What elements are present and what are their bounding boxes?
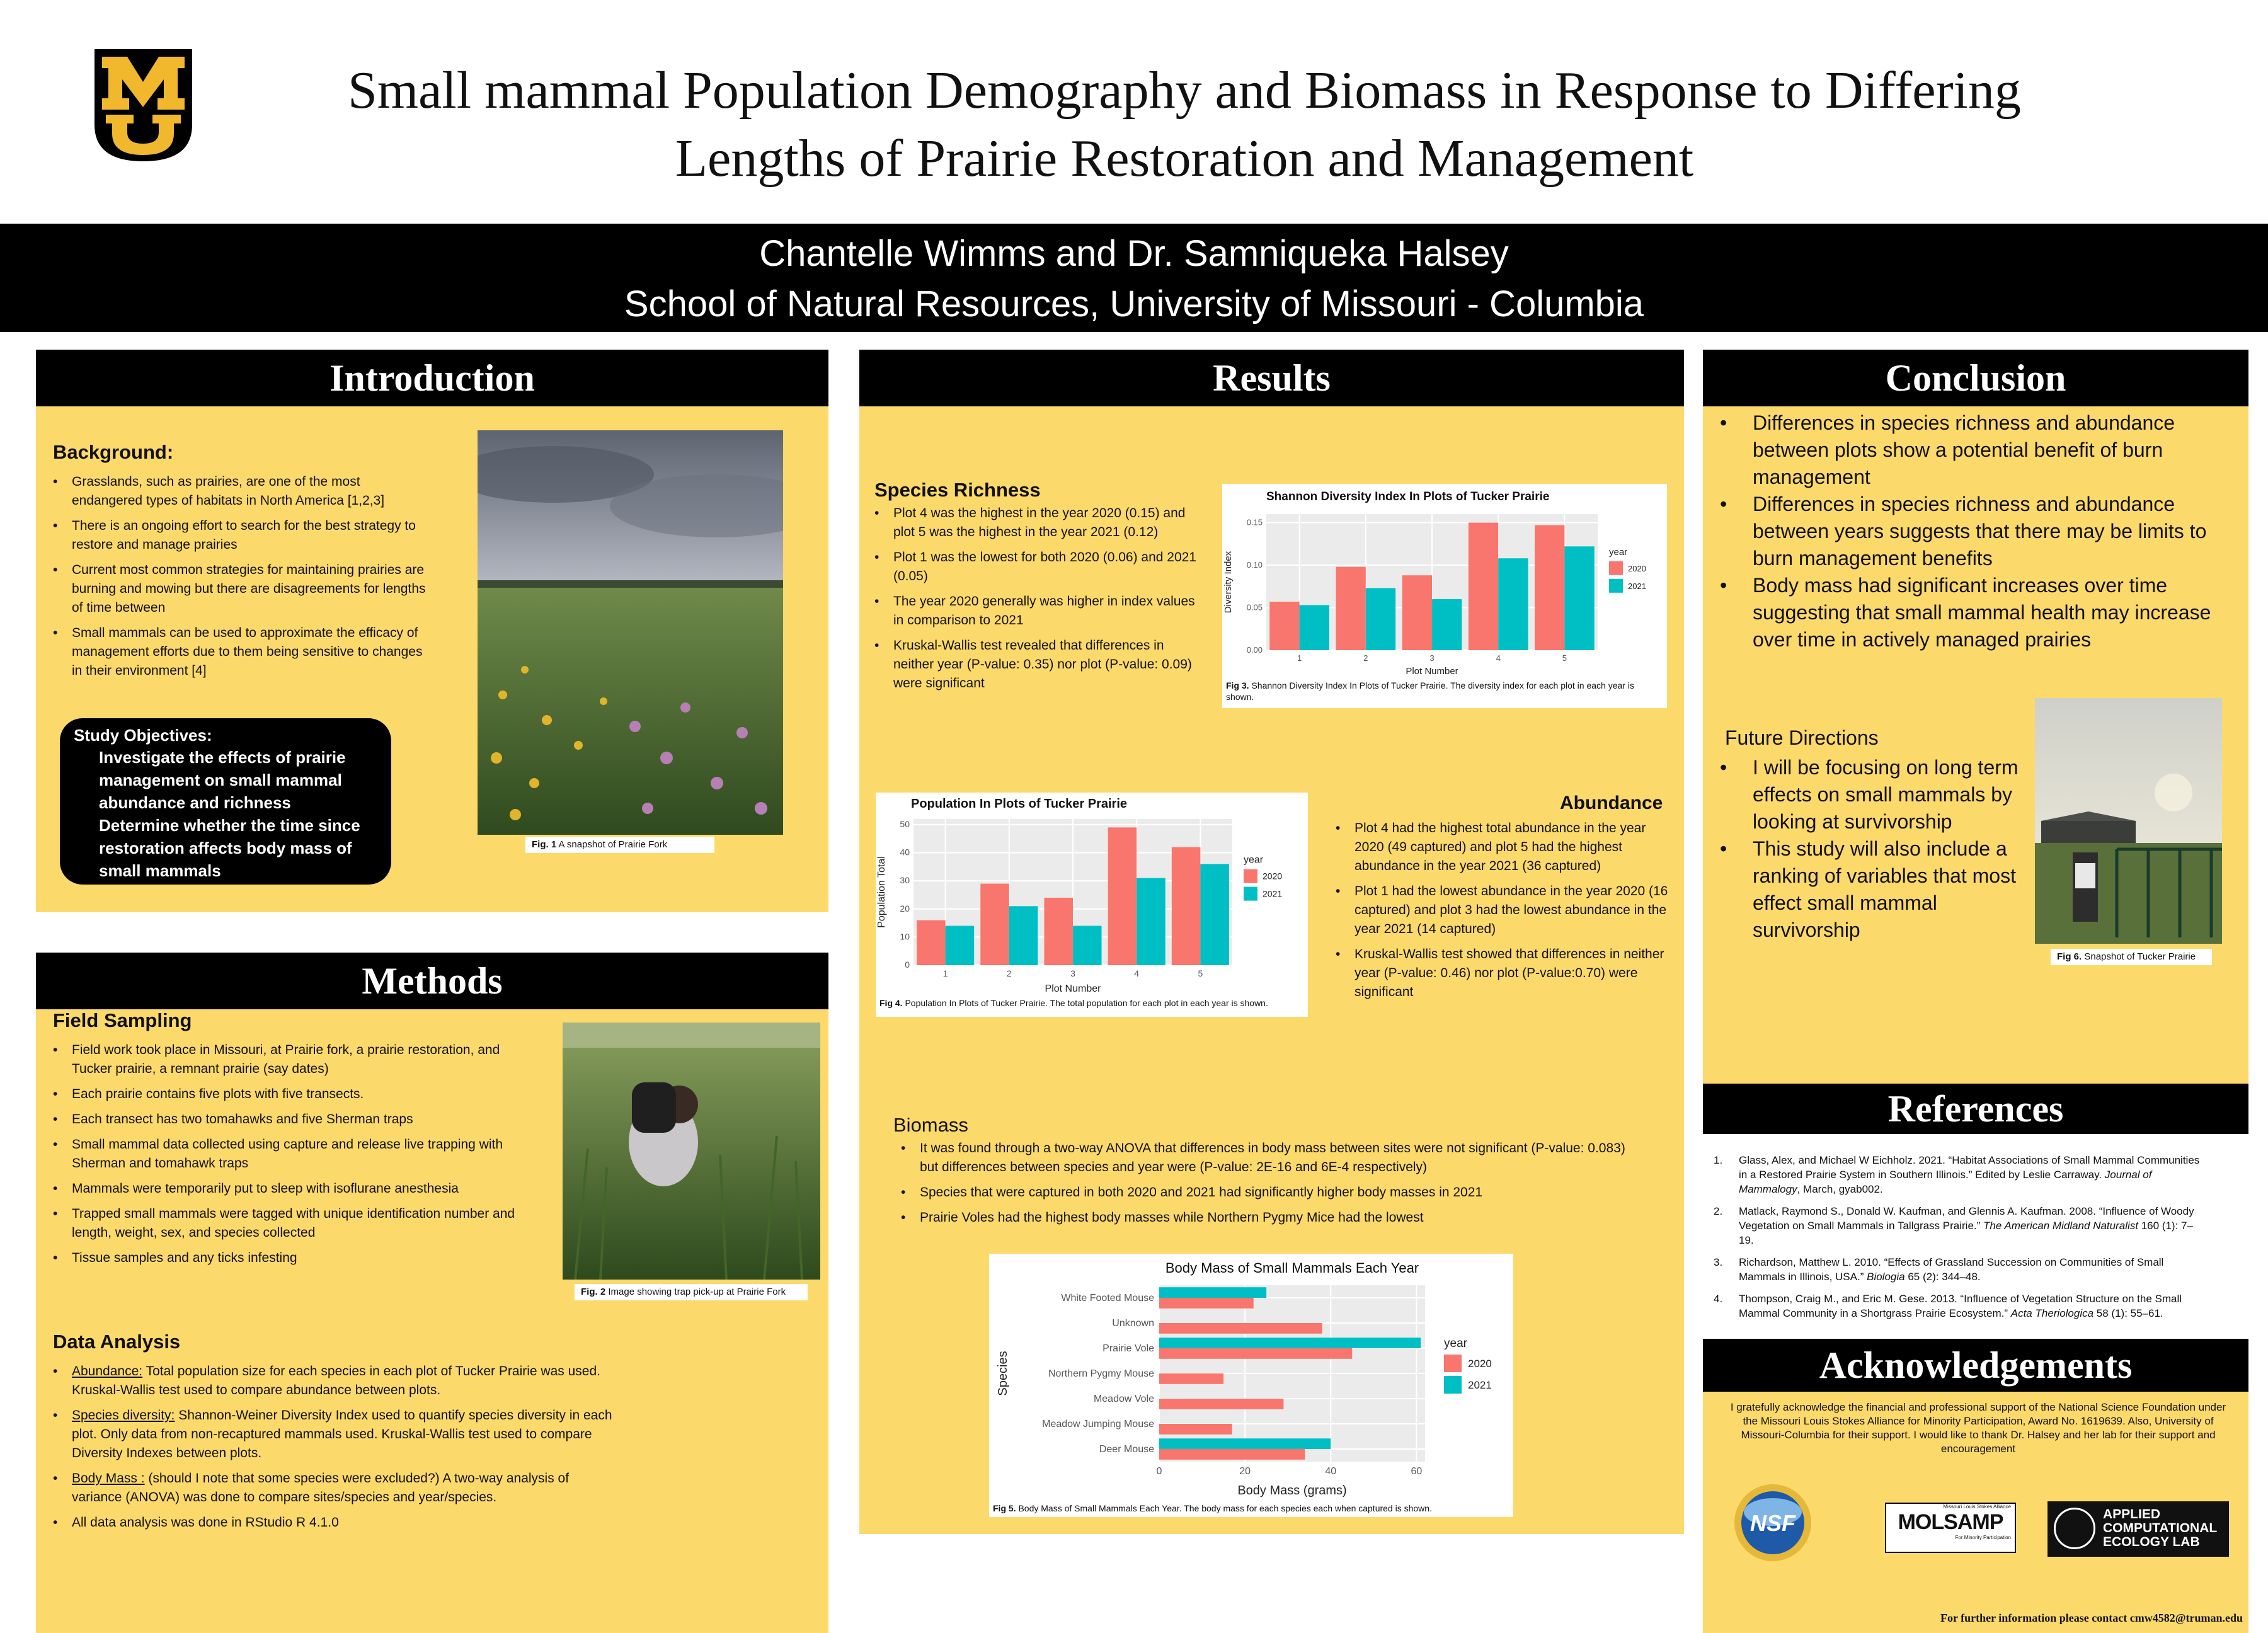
data-analysis-title: Data Analysis	[53, 1331, 181, 1353]
future-bullet: • This study will also include a ranking of variables that most effect small mammal survivorship	[1720, 835, 2035, 944]
molsamp-sub: For Minority Participation	[1955, 1535, 2011, 1540]
x-tick-label: 4	[1496, 653, 1501, 663]
x-axis-label: Plot Number	[1045, 983, 1101, 994]
bar-2021-plot-4	[1137, 878, 1166, 965]
abundance-bullet: • Plot 4 had the highest total abundance in the year 2020 (49 captured) and plot 5 had the highest abundance in the year 2021 (36 captured)	[1336, 819, 1676, 876]
future-bullets	[1720, 754, 2035, 944]
diversity-chart	[1222, 484, 1667, 677]
fig5-caption	[989, 1503, 1513, 1514]
field-bullet: • Small mammal data collected using capture and release live trapping with Sherman and tomahawk traps	[53, 1135, 519, 1173]
fig1-caption	[525, 837, 714, 853]
tucker-prairie-photo	[2035, 698, 2222, 944]
y-tick-label: 10	[900, 931, 910, 942]
bar-2020-plot-4	[1469, 523, 1498, 651]
molsamp-top: Missouri Louis Stokes Alliance	[1943, 1504, 2011, 1510]
x-tick-label: 60	[1411, 1466, 1423, 1477]
x-tick-label: 1	[942, 968, 948, 978]
fig4-label: Fig 4.	[879, 998, 903, 1008]
acel-line: COMPUTATIONAL	[2103, 1521, 2218, 1535]
richness-bullet: • The year 2020 generally was higher in index values in comparison to 2021	[874, 592, 1202, 630]
background-bullets	[53, 473, 431, 687]
future-directions-title: Future Directions	[1725, 726, 1879, 749]
bar-2021-plot-4	[1498, 558, 1528, 650]
y-tick-label: Prairie Vole	[1102, 1343, 1154, 1354]
fig1-label: Fig. 1	[532, 839, 557, 850]
y-axis-label: Species	[996, 1351, 1010, 1396]
reference-item	[1714, 1153, 2205, 1196]
reference-journal: The American Midland Naturalist	[1983, 1220, 2138, 1232]
bar-2020-meadow-jumping-mouse	[1159, 1424, 1232, 1435]
abundance-bullet: • Kruskal-Wallis test showed that differences in neither year (P-value: 0.46) nor plot (P-value:0.70) were significant	[1336, 945, 1676, 1002]
biomass-bullets	[901, 1139, 1625, 1234]
bar-2020-meadow-vole	[1159, 1399, 1283, 1409]
biomass-bullet: • Prairie Voles had the highest body masses while Northern Pygmy Mice had the lowest	[901, 1208, 1625, 1227]
bar-2021-plot-5	[1564, 546, 1594, 650]
bar-2020-prairie-vole	[1159, 1348, 1352, 1359]
trap-pickup-photo	[563, 1023, 820, 1280]
fig5-label: Fig 5.	[993, 1503, 1016, 1513]
x-tick-label: 40	[1325, 1466, 1337, 1477]
x-tick-label: 20	[1239, 1466, 1251, 1477]
fig3-caption	[1222, 680, 1667, 702]
legend-title: year	[1244, 854, 1264, 866]
chart-title: Body Mass of Small Mammals Each Year	[1165, 1260, 1419, 1276]
fig4-caption	[876, 997, 1308, 1009]
richness-bullet: • Plot 4 was the highest in the year 2020 (0.15) and plot 5 was the highest in the year 2021 (0.12)	[874, 504, 1202, 542]
biomass-bullet: • It was found through a two-way ANOVA that differences in body mass between sites were not significant (P-value: 0.083) but differences between species and year were (P-value: 2E-16 and 6E-4 respectively)	[901, 1139, 1625, 1177]
contact-info: For further information please contact cmw4582@truman.edu	[1940, 1612, 2243, 1624]
analysis-item	[53, 1362, 620, 1400]
fig2-caption-text: Image showing trap pick-up at Prairie Fork	[608, 1286, 786, 1297]
references-list	[1714, 1153, 2205, 1328]
bar-2021-deer-mouse	[1159, 1438, 1331, 1449]
chart-title: Population In Plots of Tucker Prairie	[911, 797, 1128, 811]
legend-swatch-2020	[1444, 1355, 1462, 1372]
background-bullet: • Current most common strategies for maintaining prairies are burning and mowing but there are disagreements for lengths of time between	[53, 561, 431, 617]
y-tick-label: 0.10	[1246, 560, 1263, 570]
y-tick-label: 0.15	[1246, 517, 1263, 527]
y-axis-label: Population Total	[876, 856, 887, 928]
fig2-label: Fig. 2	[581, 1286, 606, 1297]
y-tick-label: 50	[900, 818, 910, 829]
reference-text: Thompson, Craig M., and Eric M. Gese. 2013. “Influence of Vegetation Structure on the Small Mammal Community in a Shortgrass Prairie Ecosystem.”	[1739, 1293, 2182, 1319]
study-objectives-box	[60, 718, 391, 885]
conclusion-bullet: • Differences in species richness and abundance between years suggests that there may be limits to burn management benefits	[1720, 491, 2224, 572]
title-line-2: Lengths of Prairie Restoration and Management	[675, 129, 1694, 188]
background-bullet: • There is an ongoing effort to search for the best strategy to restore and manage prairies	[53, 517, 431, 554]
bar-2021-plot-1	[1300, 605, 1329, 650]
conclusion-bullet: • Body mass had significant increases over time suggesting that small mammal health may increase over time in actively managed prairies	[1720, 572, 2224, 653]
bar-2020-plot-2	[1336, 567, 1365, 650]
abundance-title: Abundance	[1560, 793, 1663, 813]
bar-2021-plot-1	[946, 926, 975, 965]
field-bullet: • Each transect has two tomahawks and five Sherman traps	[53, 1110, 519, 1129]
reference-item	[1714, 1255, 2205, 1284]
fig6-label: Fig 6.	[2057, 951, 2082, 962]
background-title: Background:	[53, 441, 174, 463]
acel-line: APPLIED	[2103, 1507, 2161, 1521]
nsf-logo	[1734, 1484, 1812, 1562]
species-richness-title: Species Richness	[874, 479, 1041, 501]
reference-number: 4.	[1714, 1293, 1723, 1305]
reference-journal: Biologia	[1867, 1271, 1905, 1283]
author-band	[0, 224, 2268, 332]
reference-tail: , March, gyab002.	[1797, 1183, 1883, 1195]
abundance-bullet: • Plot 1 had the lowest abundance in the year 2020 (16 captured) and plot 3 had the lowest abundance in the year 2021 (14 captured)	[1336, 882, 1676, 939]
bar-2020-plot-5	[1172, 847, 1201, 965]
acel-seal-icon	[2054, 1508, 2095, 1549]
x-tick-label: 4	[1134, 968, 1140, 978]
field-sampling-title: Field Sampling	[53, 1009, 192, 1031]
legend-label: 2020	[1263, 871, 1283, 881]
reference-text: Matlack, Raymond S., Donald W. Kaufman, and Glennis A. Kaufman. 2008. “Influence of Woody Vegetation on Small Mammals in Tallgrass Prairie.”	[1739, 1205, 2194, 1232]
x-tick-label: 3	[1429, 653, 1435, 663]
bar-2020-plot-2	[980, 884, 1009, 965]
y-tick-label: Northern Pygmy Mouse	[1048, 1368, 1154, 1379]
bar-2021-plot-3	[1432, 599, 1462, 650]
molsamp-logo	[1885, 1503, 2016, 1553]
field-bullet: • Each prairie contains five plots with five transects.	[53, 1085, 519, 1104]
acel-text	[2103, 1508, 2217, 1549]
analysis-item	[53, 1513, 620, 1532]
analysis-text: Shannon-Weiner Diversity Index used to quantify species diversity in each plot. Only data from non-recaptured mammals used. Kruskal-Wallis test used to compare Diversity Indexes between plots.	[72, 1408, 612, 1460]
legend-swatch-2020	[1244, 869, 1257, 883]
analysis-item	[53, 1406, 620, 1463]
reference-item	[1714, 1292, 2205, 1321]
objective-item: Investigate the effects of prairie management on small mammal abundance and richness	[99, 748, 346, 812]
fig5-caption-text: Body Mass of Small Mammals Each Year. The body mass for each species each when captured is shown.	[1018, 1503, 1432, 1513]
authors: Chantelle Wimms and Dr. Samniqueka Halsey	[759, 233, 1509, 274]
prairie-fork-photo	[478, 430, 783, 835]
field-sampling-bullets	[53, 1041, 519, 1274]
bar-2020-plot-4	[1108, 827, 1137, 965]
bar-2020-plot-1	[1269, 602, 1299, 650]
bar-2020-plot-5	[1535, 525, 1564, 650]
bar-2021-prairie-vole	[1159, 1338, 1421, 1348]
conclusion-bullet: • Differences in species richness and abundance between plots show a potential benefit of burn management	[1720, 410, 2224, 491]
legend-swatch-2021	[1444, 1376, 1462, 1394]
y-tick-label: 30	[900, 875, 910, 886]
bar-2021-plot-5	[1200, 864, 1229, 965]
analysis-term: Abundance:	[72, 1364, 143, 1378]
legend-swatch-2021	[1609, 579, 1623, 593]
analysis-term: Body Mass :	[72, 1471, 145, 1486]
fig3-caption-text: Shannon Diversity Index In Plots of Tucker Prairie. The diversity index for each plot in each year is shown.	[1226, 680, 1634, 702]
acel-line: ECOLOGY LAB	[2103, 1535, 2200, 1549]
y-tick-label: 0	[905, 960, 910, 970]
poster-title	[208, 57, 2161, 193]
y-tick-label: Meadow Jumping Mouse	[1042, 1419, 1154, 1430]
y-tick-label: Deer Mouse	[1099, 1444, 1154, 1455]
fig3-label: Fig 3.	[1226, 680, 1249, 690]
x-axis-label: Plot Number	[1406, 666, 1458, 677]
reference-journal: Journal of Mammalogy	[1739, 1169, 2152, 1195]
background-bullet: • Small mammals can be used to approximate the efficacy of management efforts due to them being sensitive to changes in their environment [4]	[53, 624, 431, 680]
reference-item	[1714, 1204, 2205, 1247]
x-tick-label: 2	[1006, 968, 1012, 978]
legend-title: year	[1609, 546, 1628, 558]
richness-bullet: • Kruskal-Wallis test revealed that differences in neither year (P-value: 0.35) nor plot (P-value: 0.09) were significant	[874, 636, 1202, 693]
reference-number: 1.	[1714, 1154, 1723, 1166]
x-tick-label: 0	[1156, 1466, 1162, 1477]
legend-title: year	[1444, 1337, 1467, 1350]
y-tick-label: 20	[900, 903, 910, 914]
objectives-title: Study Objectives:	[74, 726, 212, 745]
nsf-logo-text: NSF	[1750, 1510, 1796, 1536]
y-tick-label: 40	[900, 847, 910, 857]
y-tick-label: 0.00	[1246, 645, 1263, 655]
diversity-chart-box	[1222, 484, 1667, 708]
results-heading: Results	[859, 350, 1684, 406]
objective-item: Determine whether the time since restoration affects body mass of small mammals	[99, 816, 360, 880]
reference-tail: 65 (2): 344–48.	[1904, 1271, 1981, 1283]
title-line-1: Small mammal Population Demography and Biomass in Response to Differing	[348, 61, 2021, 120]
y-tick-label: 0.05	[1246, 602, 1263, 612]
legend-label: 2021	[1628, 581, 1646, 591]
x-tick-label: 1	[1297, 653, 1302, 663]
field-bullet: • Mammals were temporarily put to sleep with isoflurane anesthesia	[53, 1179, 519, 1198]
acel-logo	[2048, 1501, 2229, 1557]
legend-label: 2021	[1468, 1379, 1492, 1391]
bar-2020-plot-3	[1044, 898, 1073, 965]
bodymass-chart-box	[989, 1254, 1513, 1517]
bar-2021-plot-2	[1009, 906, 1038, 965]
bar-2020-unknown	[1159, 1323, 1322, 1334]
references-heading: References	[1703, 1084, 2248, 1134]
fig6-caption	[2051, 949, 2212, 965]
reference-number: 2.	[1714, 1205, 1723, 1217]
richness-bullet: • Plot 1 was the lowest for both 2020 (0.06) and 2021 (0.05)	[874, 548, 1202, 586]
biomass-title: Biomass	[893, 1114, 968, 1136]
data-analysis-bullets	[53, 1362, 620, 1538]
bar-2020-deer-mouse	[1159, 1449, 1305, 1460]
x-tick-label: 5	[1198, 968, 1203, 978]
bar-2020-plot-3	[1402, 575, 1432, 650]
analysis-text: Total population size for each species in each plot of Tucker Prairie was used. Kruskal-Wallis test used to compare abundance between plots.	[72, 1364, 600, 1397]
chart-title: Shannon Diversity Index In Plots of Tucker Prairie	[1266, 490, 1550, 503]
analysis-term: Species diversity:	[72, 1408, 175, 1423]
affiliation: School of Natural Resources, University of Missouri - Columbia	[624, 284, 1644, 324]
biomass-bullet: • Species that were captured in both 2020 and 2021 had significantly higher body masses in 2021	[901, 1183, 1625, 1202]
reference-number: 3.	[1714, 1256, 1723, 1268]
bar-2021-plot-3	[1073, 926, 1102, 965]
conclusion-heading: Conclusion	[1703, 350, 2248, 406]
reference-text: Richardson, Matthew L. 2010. “Effects of Grassland Succession on Communities of Small Mammals in Illinois, USA.”	[1739, 1256, 2164, 1283]
bodymass-chart	[989, 1254, 1513, 1499]
bar-2021-plot-2	[1366, 588, 1395, 650]
x-tick-label: 3	[1070, 968, 1075, 978]
objectives-list	[74, 746, 377, 882]
field-bullet: • Field work took place in Missouri, at Prairie fork, a prairie restoration, and Tucker prairie, a remnant prairie (say dates)	[53, 1041, 519, 1079]
acknowledgements-heading: Acknowledgements	[1703, 1339, 2248, 1392]
fig1-caption-text: A snapshot of Prairie Fork	[558, 839, 668, 850]
legend-label: 2020	[1628, 563, 1646, 573]
y-axis-label: Diversity Index	[1223, 551, 1234, 614]
legend-swatch-2021	[1244, 887, 1257, 901]
y-tick-label: White Footed Mouse	[1061, 1293, 1154, 1304]
field-bullet: • Tissue samples and any ticks infesting	[53, 1249, 519, 1268]
reference-text: Glass, Alex, and Michael W Eichholz. 2021. “Habitat Associations of Small Mammal Communities in a Restored Prairie System in Southern Illinois.” Edited by Leslie Carraway.	[1739, 1154, 2200, 1181]
bar-2020-plot-1	[917, 920, 946, 965]
analysis-text: All data analysis was done in RStudio R 4.1.0	[72, 1515, 339, 1530]
legend-label: 2020	[1468, 1358, 1492, 1370]
x-tick-label: 5	[1562, 653, 1567, 663]
x-tick-label: 2	[1363, 653, 1368, 663]
background-bullet: • Grasslands, such as prairies, are one of the most endangered types of habitats in North America [1,2,3]	[53, 473, 431, 510]
richness-bullets	[874, 504, 1202, 699]
bar-2020-northern-pygmy-mouse	[1159, 1373, 1223, 1384]
fig4-caption-text: Population In Plots of Tucker Prairie. The total population for each plot in each year is shown.	[905, 998, 1268, 1008]
fig2-caption	[575, 1284, 808, 1300]
mizzou-logo	[94, 49, 192, 161]
analysis-item	[53, 1469, 620, 1507]
conclusion-bullets	[1720, 410, 2224, 653]
y-tick-label: Unknown	[1112, 1318, 1154, 1329]
legend-label: 2021	[1263, 888, 1283, 899]
reference-journal: Acta Theriologica	[2010, 1307, 2094, 1319]
future-bullet: • I will be focusing on long term effects on small mammals by looking at survivorship	[1720, 754, 2035, 835]
population-chart-box	[876, 793, 1308, 1017]
legend-swatch-2020	[1609, 561, 1623, 575]
methods-heading: Methods	[36, 953, 828, 1009]
field-bullet: • Trapped small mammals were tagged with unique identification number and length, weight, sex, and species collected	[53, 1205, 519, 1242]
fig6-caption-text: Snapshot of Tucker Prairie	[2084, 951, 2196, 962]
population-chart	[876, 793, 1308, 994]
analysis-text: (should I note that some species were excluded?) A two-way analysis of variance (ANOVA) was done to compare sites/species and year/species.	[72, 1471, 570, 1504]
x-axis-label: Body Mass (grams)	[1237, 1484, 1347, 1498]
introduction-heading: Introduction	[36, 350, 828, 406]
abundance-bullets	[1336, 819, 1676, 1008]
molsamp-text: MOLSAMP	[1898, 1510, 2003, 1534]
acknowledgements-text: I gratefully acknowledge the financial and professional support of the National Science Foundation under the Missouri Louis Stokes Alliance for Minority Participation, Award No. 1619639. Also, University of Missouri-Columbia for their support. I would like to thank Dr. Halsey and her lab for their support and encouragement	[1730, 1401, 2226, 1455]
bar-2021-white-footed-mouse	[1159, 1287, 1266, 1298]
y-tick-label: Meadow Vole	[1093, 1394, 1154, 1404]
reference-tail: 160 (1): 7–19.	[1739, 1220, 2193, 1246]
reference-tail: 58 (1): 55–61.	[2093, 1307, 2163, 1319]
bar-2020-white-footed-mouse	[1159, 1298, 1254, 1309]
